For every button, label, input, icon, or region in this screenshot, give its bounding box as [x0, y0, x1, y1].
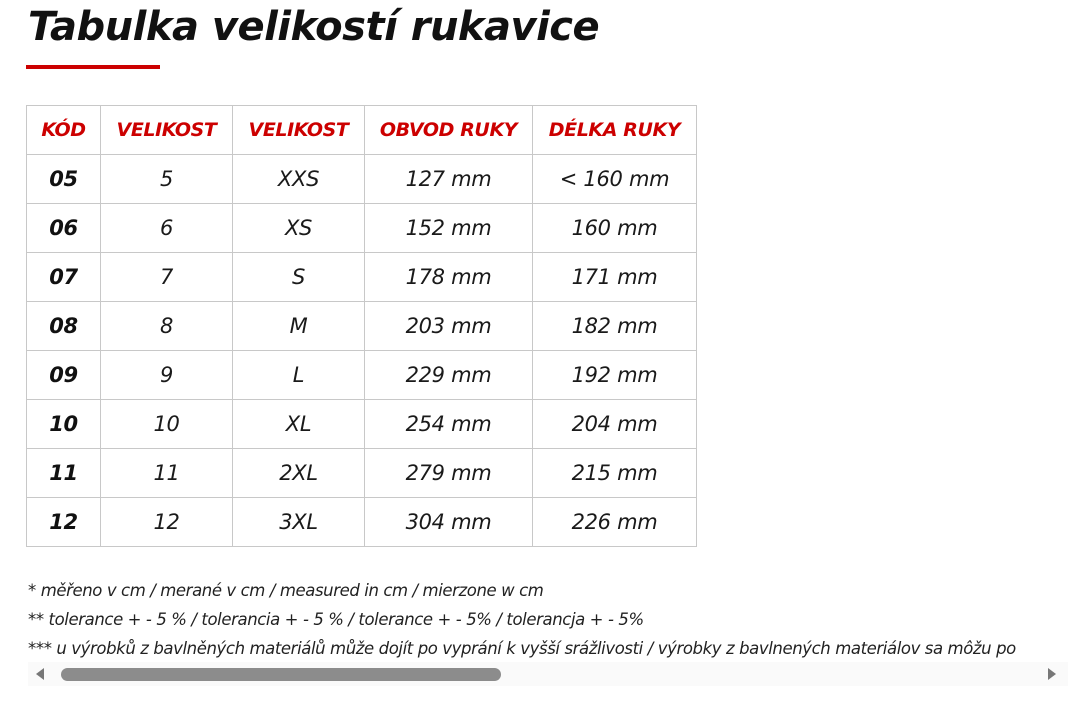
cell-size-letter: XXS — [233, 155, 365, 204]
cell-size-number: 10 — [101, 400, 233, 449]
footnotes — [28, 580, 1068, 667]
table-row — [27, 498, 697, 547]
cell-circumference: 178 mm — [365, 253, 533, 302]
header-hand-circumference: OBVOD RUKY — [365, 106, 533, 155]
page-title: Tabulka velikostí rukavice — [28, 4, 600, 50]
cell-size-letter: M — [233, 302, 365, 351]
cell-circumference: 203 mm — [365, 302, 533, 351]
cell-length: 160 mm — [533, 204, 697, 253]
table-row — [27, 204, 697, 253]
cell-size-letter: XS — [233, 204, 365, 253]
header-size-letter: VELIKOST — [233, 106, 365, 155]
table-row — [27, 351, 697, 400]
arrow-right-icon[interactable] — [1048, 668, 1056, 680]
cell-length: 171 mm — [533, 253, 697, 302]
cell-size-number: 12 — [101, 498, 233, 547]
table-row — [27, 253, 697, 302]
cell-code: 05 — [27, 155, 101, 204]
cell-circumference: 279 mm — [365, 449, 533, 498]
footnote-shrinkage: *** u výrobků z bavlněných materiálů může dojít po vyprání k vyšší srážlivosti / výrobky z bavlnených materiálov sa môžu po — [28, 639, 1016, 658]
cell-size-letter: S — [233, 253, 365, 302]
cell-size-letter: 2XL — [233, 449, 365, 498]
cell-size-letter: L — [233, 351, 365, 400]
horizontal-scrollbar[interactable] — [28, 662, 1068, 686]
cell-size-letter: XL — [233, 400, 365, 449]
header-size-number: VELIKOST — [101, 106, 233, 155]
table-header-row — [27, 106, 697, 155]
cell-circumference: 127 mm — [365, 155, 533, 204]
cell-circumference: 152 mm — [365, 204, 533, 253]
scrollbar-thumb[interactable] — [61, 668, 501, 681]
cell-code: 07 — [27, 253, 101, 302]
cell-code: 08 — [27, 302, 101, 351]
cell-length: 215 mm — [533, 449, 697, 498]
cell-code: 09 — [27, 351, 101, 400]
cell-code: 06 — [27, 204, 101, 253]
cell-size-number: 8 — [101, 302, 233, 351]
cell-length: 204 mm — [533, 400, 697, 449]
cell-length: 192 mm — [533, 351, 697, 400]
cell-circumference: 254 mm — [365, 400, 533, 449]
table-row — [27, 302, 697, 351]
table-row — [27, 155, 697, 204]
cell-code: 12 — [27, 498, 101, 547]
header-hand-length: DÉLKA RUKY — [533, 106, 697, 155]
table-row — [27, 400, 697, 449]
title-underline — [26, 65, 160, 69]
footnote-tolerance: ** tolerance + - 5 % / tolerancia + - 5 % / tolerance + - 5% / tolerancja + - 5% — [28, 610, 644, 629]
cell-code: 11 — [27, 449, 101, 498]
cell-size-number: 9 — [101, 351, 233, 400]
cell-size-number: 5 — [101, 155, 233, 204]
cell-length: 226 mm — [533, 498, 697, 547]
table-row — [27, 449, 697, 498]
footnote-measurement: * měřeno v cm / merané v cm / measured in cm / mierzone w cm — [28, 581, 544, 600]
arrow-left-icon[interactable] — [36, 668, 44, 680]
cell-circumference: 304 mm — [365, 498, 533, 547]
cell-size-number: 11 — [101, 449, 233, 498]
cell-length: < 160 mm — [533, 155, 697, 204]
cell-size-letter: 3XL — [233, 498, 365, 547]
header-code: KÓD — [27, 106, 101, 155]
cell-circumference: 229 mm — [365, 351, 533, 400]
cell-length: 182 mm — [533, 302, 697, 351]
cell-code: 10 — [27, 400, 101, 449]
cell-size-number: 7 — [101, 253, 233, 302]
size-table — [26, 105, 697, 547]
cell-size-number: 6 — [101, 204, 233, 253]
